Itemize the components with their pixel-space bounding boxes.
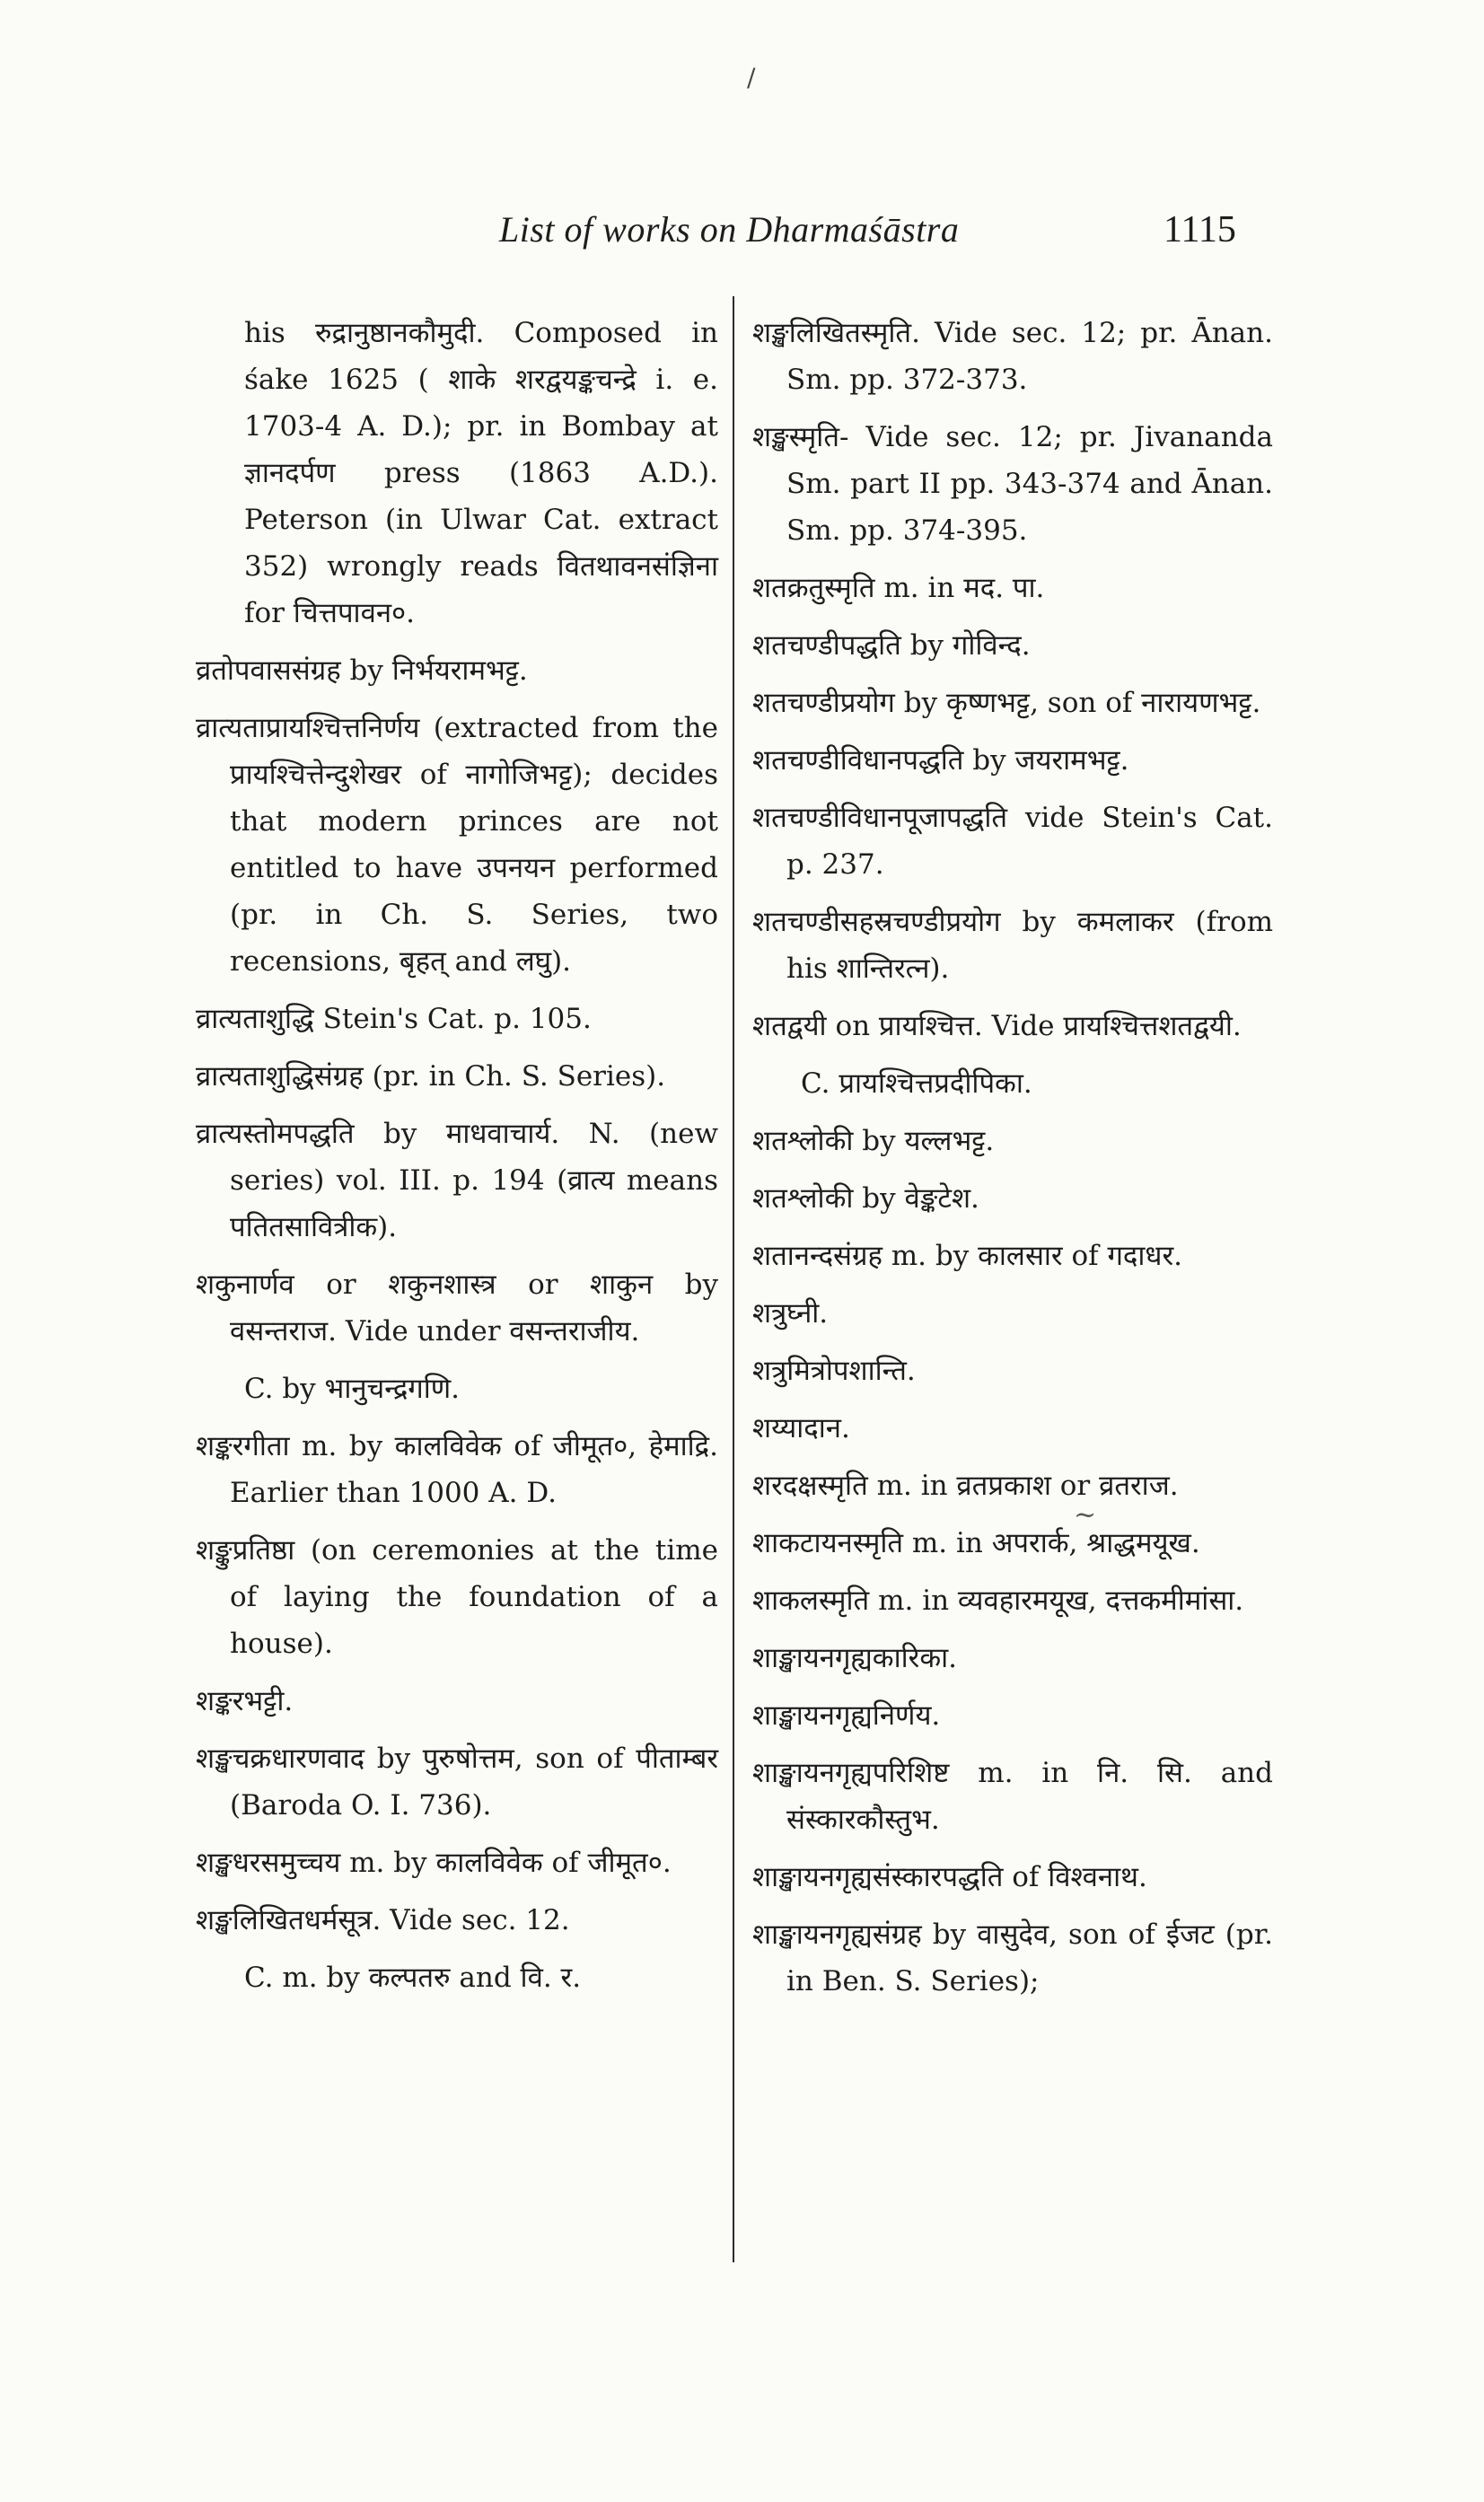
entry: शङ्खलिखितधर्मसूत्र. Vide sec. 12. <box>196 1904 570 1936</box>
page-number: 1115 <box>1163 209 1236 250</box>
entry: शङ्खचक्रधारणवाद by पुरुषोत्तम, son of पीताम्बर (Baroda O. I. 736). <box>196 1743 718 1822</box>
entry-continuation: C. प्रायश्चित्तप्रदीपिका. <box>801 1067 1032 1100</box>
entry: शकुनार्णव or शकुनशास्त्र or शाकुन by वसन्तराज. Vide under वसन्तराजीय. <box>196 1269 718 1348</box>
entry-continuation: C. m. by कल्पतरु and वि. र. <box>244 1962 582 1994</box>
entry: व्रात्यताप्रायश्चित्तनिर्णय (extracted from the प्रायश्चित्तेन्दुशेखर of नागोजिभट्ट); decides that modern princes are not entitled to have उपनयन performed (pr. in Ch. S. Series, two recensions, बृहत् and लघु). <box>196 712 718 978</box>
entry: शाङ्खायनगृह्यसंस्कारपद्धति of विश्वनाथ. <box>752 1861 1147 1893</box>
running-title: List of works on Dharmaśāstra <box>499 209 960 250</box>
entry: शाकटायनस्मृति m. in अपरार्क, श्राद्धमयूख. <box>752 1527 1200 1559</box>
entry-continuation: C. by भानुचन्द्रगणि. <box>244 1373 461 1405</box>
entry: शतानन्दसंग्रह m. by कालसार of गदाधर. <box>752 1240 1182 1272</box>
entry: शतक्रतुस्मृति m. in मद. पा. <box>752 572 1045 604</box>
entry: शत्रुघ्नी. <box>752 1297 829 1330</box>
entry: शङ्कुप्रतिष्ठा (on ceremonies at the time of laying the foundation of a house). <box>196 1534 718 1660</box>
entry: शय्यादान. <box>752 1412 850 1444</box>
entry: शङ्खधरसमुच्चय m. by कालविवेक of जीमूत०. <box>196 1847 672 1879</box>
entry: व्रात्यस्तोमपद्धति by माधवाचार्य. N. (new series) vol. III. p. 194 (व्रात्य means पतितसावित्रीक). <box>196 1118 718 1243</box>
entry: शरदक्षस्मृति m. in व्रतप्रकाश or व्रतराज. <box>752 1470 1179 1502</box>
entry: शतद्वयी on प्रायश्चित्त. Vide प्रायश्चित्तशतद्वयी. <box>752 1010 1242 1042</box>
entry: शाकलस्मृति m. in व्यवहारमयूख, दत्तकमीमांसा. <box>752 1585 1244 1617</box>
entry: शाङ्खायनगृह्यपरिशिष्ट m. in नि. सि. and संस्कारकौस्तुभ. <box>752 1757 1273 1836</box>
entry: शङ्करभट्टी. <box>196 1685 294 1717</box>
entry: शाङ्खायनगृह्यकारिका. <box>752 1642 958 1674</box>
right-column <box>752 310 1273 2015</box>
stray-mark: / <box>747 63 756 92</box>
entry: शतचण्डीविधानपद्धति by जयरामभट्ट. <box>752 744 1129 777</box>
entry: शङ्करगीता m. by कालविवेक of जीमूत०, हेमाद्रि. Earlier than 1000 A. D. <box>196 1430 718 1509</box>
entry: शतचण्डीपद्धति by गोविन्द. <box>752 629 1031 662</box>
stray-tilde-mark: ~ <box>1074 1499 1097 1531</box>
entry: शतचण्डीसहस्रचण्डीप्रयोग by कमलाकर (from his शान्तिरत्न). <box>752 906 1273 985</box>
entry: शत्रुमित्रोपशान्ति. <box>752 1355 916 1387</box>
entry: व्रात्यताशुद्धिसंग्रह (pr. in Ch. S. Series). <box>196 1060 666 1093</box>
entry: शाङ्खायनगृह्यनिर्णय. <box>752 1699 941 1732</box>
page-header <box>0 208 1484 262</box>
entry: शतचण्डीप्रयोग by कृष्णभट्ट, son of नारायणभट्ट. <box>752 687 1261 719</box>
entry: शङ्खस्मृति- Vide sec. 12; pr. Jivananda Sm. part II pp. 343-374 and Ānan. Sm. pp. 374-395. <box>752 421 1273 547</box>
entry: शतश्लोकी by यल्लभट्ट. <box>752 1125 995 1157</box>
entry: व्रतोपवाससंग्रह by निर्भयरामभट्ट. <box>196 654 528 687</box>
entry: शतश्लोकी by वेङ्कटेश. <box>752 1182 979 1215</box>
entry: शङ्खलिखितस्मृति. Vide sec. 12; pr. Ānan. Sm. pp. 372-373. <box>752 317 1273 396</box>
entry: शतचण्डीविधानपूजापद्धति vide Stein's Cat. p. 237. <box>752 802 1273 881</box>
entry: व्रात्यताशुद्धि Stein's Cat. p. 105. <box>196 1003 592 1035</box>
entry: शाङ्खायनगृह्यसंग्रह by वासुदेव, son of ईजट (pr. in Ben. S. Series); <box>752 1918 1273 1997</box>
column-divider <box>733 296 734 2262</box>
entry-continuation: his रुद्रानुष्ठानकौमुदी. Composed in śake 1625 ( शाके शरद्वयङ्कचन्द्रे i. e. 1703-4 A. D.); pr. in Bombay at ज्ञानदर्पण press (1863 A.D.). Peterson (in Ulwar Cat. extract 352) wrongly reads वितथावनसंज्ञिना for चित्तपावन०. <box>244 317 718 629</box>
left-column <box>196 310 718 2012</box>
